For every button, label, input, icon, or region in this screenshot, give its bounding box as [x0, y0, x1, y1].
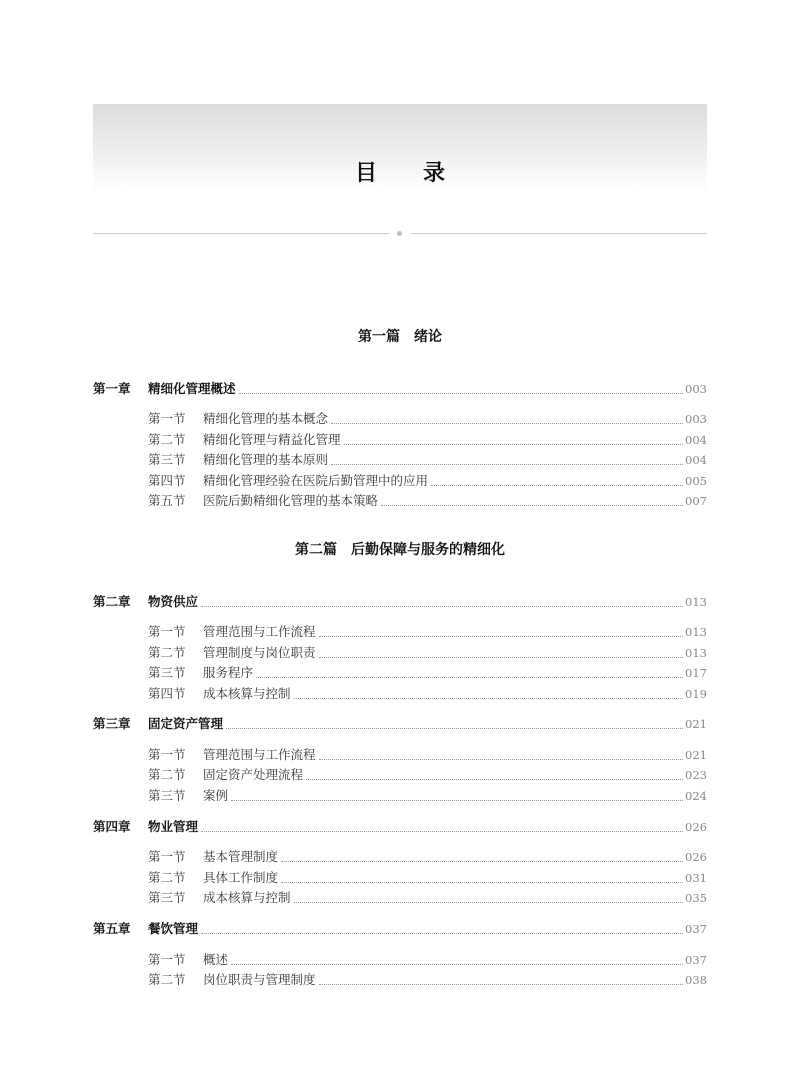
section-number: 第三节	[148, 890, 186, 905]
section-title: 精细化管理的基本原则	[203, 452, 329, 467]
section-title: 基本管理制度	[203, 849, 279, 864]
section-title: 岗位职责与管理制度	[203, 972, 316, 987]
section-title: 精细化管理的基本概念	[203, 411, 329, 426]
section-title: 成本核算与控制	[203, 890, 291, 905]
page-number: 007	[685, 494, 707, 508]
toc-section-row[interactable]	[148, 491, 707, 509]
toc-section-row[interactable]	[148, 643, 707, 661]
section-title: 概述	[203, 952, 229, 967]
section-number: 第四节	[148, 473, 186, 488]
dot-leader	[281, 881, 683, 883]
toc-section-row[interactable]	[148, 409, 707, 427]
section-title: 服务程序	[203, 665, 254, 680]
section-title: 精细化管理经验在医院后勤管理中的应用	[203, 473, 429, 488]
toc-section-row[interactable]	[148, 430, 707, 448]
chapter-number: 第一章	[93, 381, 131, 396]
title-banner	[93, 104, 707, 194]
dot-leader	[226, 727, 683, 729]
page-number: 005	[685, 474, 707, 488]
toc-section-row[interactable]	[148, 970, 707, 988]
divider-right	[410, 233, 707, 234]
page-number: 017	[685, 666, 707, 680]
divider-left	[93, 233, 389, 234]
page-number: 038	[685, 973, 707, 987]
chapter-number: 第五章	[93, 921, 131, 936]
section-number: 第五节	[148, 493, 186, 508]
chapter-title: 物资供应	[148, 594, 199, 609]
page-number: 013	[685, 625, 707, 639]
section-number: 第三节	[148, 788, 186, 803]
section-number: 第三节	[148, 452, 186, 467]
section-number: 第四节	[148, 686, 186, 701]
section-number: 第一节	[148, 747, 186, 762]
dot-leader	[319, 656, 684, 658]
section-title: 管理范围与工作流程	[203, 747, 316, 762]
page-title: 目录	[354, 161, 491, 186]
section-number: 第二节	[148, 972, 186, 987]
part-heading: 第一篇 绪论	[358, 329, 442, 345]
toc-chapter-row[interactable]	[93, 919, 707, 937]
page-number: 003	[685, 412, 707, 426]
toc-section-row[interactable]	[148, 888, 707, 906]
dot-leader	[306, 778, 683, 780]
toc-chapter-row[interactable]	[93, 714, 707, 732]
section-number: 第二节	[148, 432, 186, 447]
page-number: 021	[685, 717, 707, 731]
toc-chapter-row[interactable]	[93, 817, 707, 835]
section-title: 具体工作制度	[203, 870, 279, 885]
dot-leader	[281, 860, 683, 862]
dot-leader	[231, 799, 683, 801]
dot-leader	[201, 830, 683, 832]
section-title: 医院后勤精细化管理的基本策略	[203, 493, 379, 508]
chapter-number: 第三章	[93, 716, 131, 731]
page-number: 037	[685, 922, 707, 936]
dot-leader	[239, 392, 684, 394]
section-title: 成本核算与控制	[203, 686, 291, 701]
divider-dot	[397, 231, 402, 236]
chapter-number: 第二章	[93, 594, 131, 609]
page-number: 004	[685, 453, 707, 467]
page-number: 035	[685, 891, 707, 905]
section-number: 第一节	[148, 411, 186, 426]
page-number: 003	[685, 382, 707, 396]
page-number: 013	[685, 595, 707, 609]
chapter-title: 精细化管理概述	[148, 381, 236, 396]
section-number: 第二节	[148, 767, 186, 782]
page-number: 026	[685, 820, 707, 834]
section-number: 第二节	[148, 870, 186, 885]
toc-section-row[interactable]	[148, 663, 707, 681]
toc-chapter-row[interactable]	[93, 592, 707, 610]
section-title: 案例	[203, 788, 229, 803]
section-number: 第一节	[148, 849, 186, 864]
toc-section-row[interactable]	[148, 868, 707, 886]
chapter-number: 第四章	[93, 819, 131, 834]
toc-section-row[interactable]	[148, 765, 707, 783]
page-number: 026	[685, 850, 707, 864]
page-number: 004	[685, 433, 707, 447]
page-number: 021	[685, 748, 707, 762]
dot-leader	[381, 504, 683, 506]
dot-leader	[256, 676, 683, 678]
toc-section-row[interactable]	[148, 622, 707, 640]
toc-section-row[interactable]	[148, 450, 707, 468]
toc-section-row[interactable]	[148, 684, 707, 702]
chapter-title: 餐饮管理	[148, 921, 199, 936]
page-number: 024	[685, 789, 707, 803]
section-number: 第一节	[148, 624, 186, 639]
page-number: 037	[685, 953, 707, 967]
section-title: 管理制度与岗位职责	[203, 645, 316, 660]
dot-leader	[331, 422, 683, 424]
dot-leader	[319, 758, 684, 760]
section-title: 固定资产处理流程	[203, 767, 304, 782]
page-number: 023	[685, 768, 707, 782]
chapter-title: 固定资产管理	[148, 716, 224, 731]
dot-leader	[431, 484, 683, 486]
toc-chapter-row[interactable]	[93, 379, 707, 397]
section-number: 第一节	[148, 952, 186, 967]
dot-leader	[319, 635, 684, 637]
section-number: 第三节	[148, 665, 186, 680]
section-title: 管理范围与工作流程	[203, 624, 316, 639]
page-number: 013	[685, 646, 707, 660]
part-heading: 第二篇 后勤保障与服务的精细化	[295, 542, 505, 558]
toc-section-row[interactable]	[148, 786, 707, 804]
chapter-title: 物业管理	[148, 819, 199, 834]
dot-leader	[294, 697, 684, 699]
dot-leader	[294, 901, 684, 903]
section-number: 第二节	[148, 645, 186, 660]
toc-section-row[interactable]	[148, 950, 707, 968]
toc-section-row[interactable]	[148, 847, 707, 865]
dot-leader	[331, 463, 683, 465]
dot-leader	[344, 443, 684, 445]
dot-leader	[201, 605, 683, 607]
page-number: 019	[685, 687, 707, 701]
section-title: 精细化管理与精益化管理	[203, 432, 341, 447]
dot-leader	[319, 983, 684, 985]
toc-section-row[interactable]	[148, 745, 707, 763]
toc-section-row[interactable]	[148, 471, 707, 489]
dot-leader	[231, 963, 683, 965]
page-number: 031	[685, 871, 707, 885]
dot-leader	[201, 932, 683, 934]
